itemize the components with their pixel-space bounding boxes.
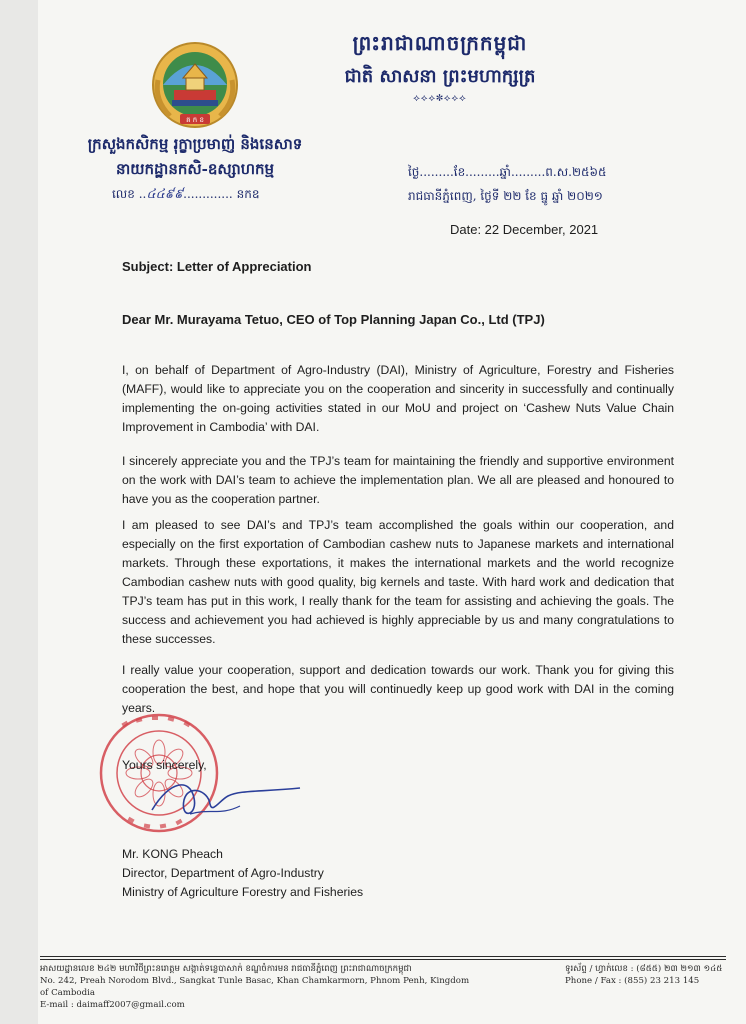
ref-suffix: នកឧ (236, 187, 260, 201)
department-name: នាយកដ្ឋានកសិ-ឧស្សាហកម្ម (115, 160, 275, 178)
footer-contact (565, 963, 735, 987)
footer-divider (40, 956, 726, 957)
footer-divider-2 (40, 959, 726, 960)
signer-title: Director, Department of Agro-Industry (122, 866, 324, 880)
khmer-place-date: រាជធានីភ្នំពេញ, ថ្ងៃទី ២២ ខែ ធ្នូ ឆ្នាំ ២០២១ (408, 189, 603, 203)
ref-prefix: លេខ (112, 187, 135, 201)
emblem-label: គ ក ខ (186, 116, 204, 124)
letter-date: Date: 22 December, 2021 (450, 222, 599, 237)
reference-number: លេខ ..៤៤៩៩............. នកឧ (112, 187, 260, 202)
signer-block (122, 845, 363, 902)
body-paragraph-3: I am pleased to see DAI’s and TPJ’s team accomplished the goals within our cooperation, and especially on the first exportation of Cambodian cashew nuts to Japanese markets and international markets. Through these exportations, it makes the international markets and the world recognize Cambodian cashew nuts with good quality, big kernels and taste. With hard work and dedication that TPJ’s team has put in this work, I really thank for the team for assisting and achieving the goals. The success and achievement you had achieved is highly appreciable by us and many congratulations to these successes. (122, 518, 674, 646)
footer-address (40, 963, 480, 1011)
letter-salutation: Dear Mr. Murayama Tetuo, CEO of Top Planning Japan Co., Ltd (TPJ) (122, 312, 545, 327)
body-paragraph-4: I really value your cooperation, support and dedication towards our work. Thank you for giving this cooperation the best, and hope that you will continuedly keep up good work with DAI in the coming years. (122, 663, 674, 715)
body-paragraph-2: I sincerely appreciate you and the TPJ’s team for maintaining the friendly and supportive environment on the work with DAI’s team to achieve the implementation plan. We all are pleased and honoured to have you as the cooperation partner. (122, 454, 674, 506)
closing-line: Yours sincerely, (122, 758, 207, 772)
header-ornament: ⟡⟡⟡✽⟡⟡⟡ (413, 93, 467, 104)
khmer-lunar-date: ថ្ងៃ.........ខែ.........ឆ្នាំ.........ព.ស.២៥៦៥ (408, 165, 607, 179)
footer-email: E-mail : daimaff2007@gmail.com (40, 1000, 185, 1010)
body-paragraph-1: I, on behalf of Department of Agro-Industry (DAI), Ministry of Agriculture, Forestry and Fisheries (MAFF), would like to appreciate you on the cooperation and sincerity in successfully and continually implementing the on-going activities stated in our MoU and project on ‘Cashew Nuts Value Chain Improvement in Cambodia’ with DAI. (122, 363, 674, 434)
ministry-block (65, 135, 325, 182)
khmer-date-block (408, 160, 728, 208)
footer-address-khmer: អាសយដ្ឋានលេខ ២៤២ មហាវិថីព្រះនរោត្តម សង្កាត់ទន្លេបាសាក់ ខណ្ឌចំការមន រាជធានីភ្នំពេញ ព្រះរាជាណាចក្រកម្ពុជា (40, 964, 412, 974)
ministry-name: ក្រសួងកសិកម្ម រុក្ខាប្រមាញ់ និងនេសាទ (87, 135, 303, 153)
signer-name: Mr. KONG Pheach (122, 847, 223, 861)
footer-phone-khmer: ទូរស័ព្ទ / ហ្វាក់លេខ : (៨៥៥) ២៣ ២១៣ ១៤៥ (565, 964, 723, 974)
footer-phone-english: Phone / Fax : (855) 23 213 145 (565, 976, 700, 986)
ref-number: ៤៤៩៩ (146, 187, 184, 202)
kingdom-title: ព្រះរាជាណាចក្រកម្ពុជា (352, 31, 528, 55)
signer-organization: Ministry of Agriculture Forestry and Fisheries (122, 885, 364, 899)
kingdom-motto-line: ជាតិ សាសនា ព្រះមហាក្សត្រ (344, 66, 536, 87)
footer-address-english: No. 242, Preah Norodom Blvd., Sangkat Tunle Basac, Khan Chamkarmorn, Phnom Penh, Kingdom of Cambodia (40, 976, 470, 998)
signature-icon (150, 770, 310, 830)
letter-subject: Subject: Letter of Appreciation (122, 259, 312, 274)
kingdom-motto (320, 30, 560, 104)
scan-edge (0, 0, 38, 1024)
cambodia-emblem-icon (150, 40, 240, 130)
